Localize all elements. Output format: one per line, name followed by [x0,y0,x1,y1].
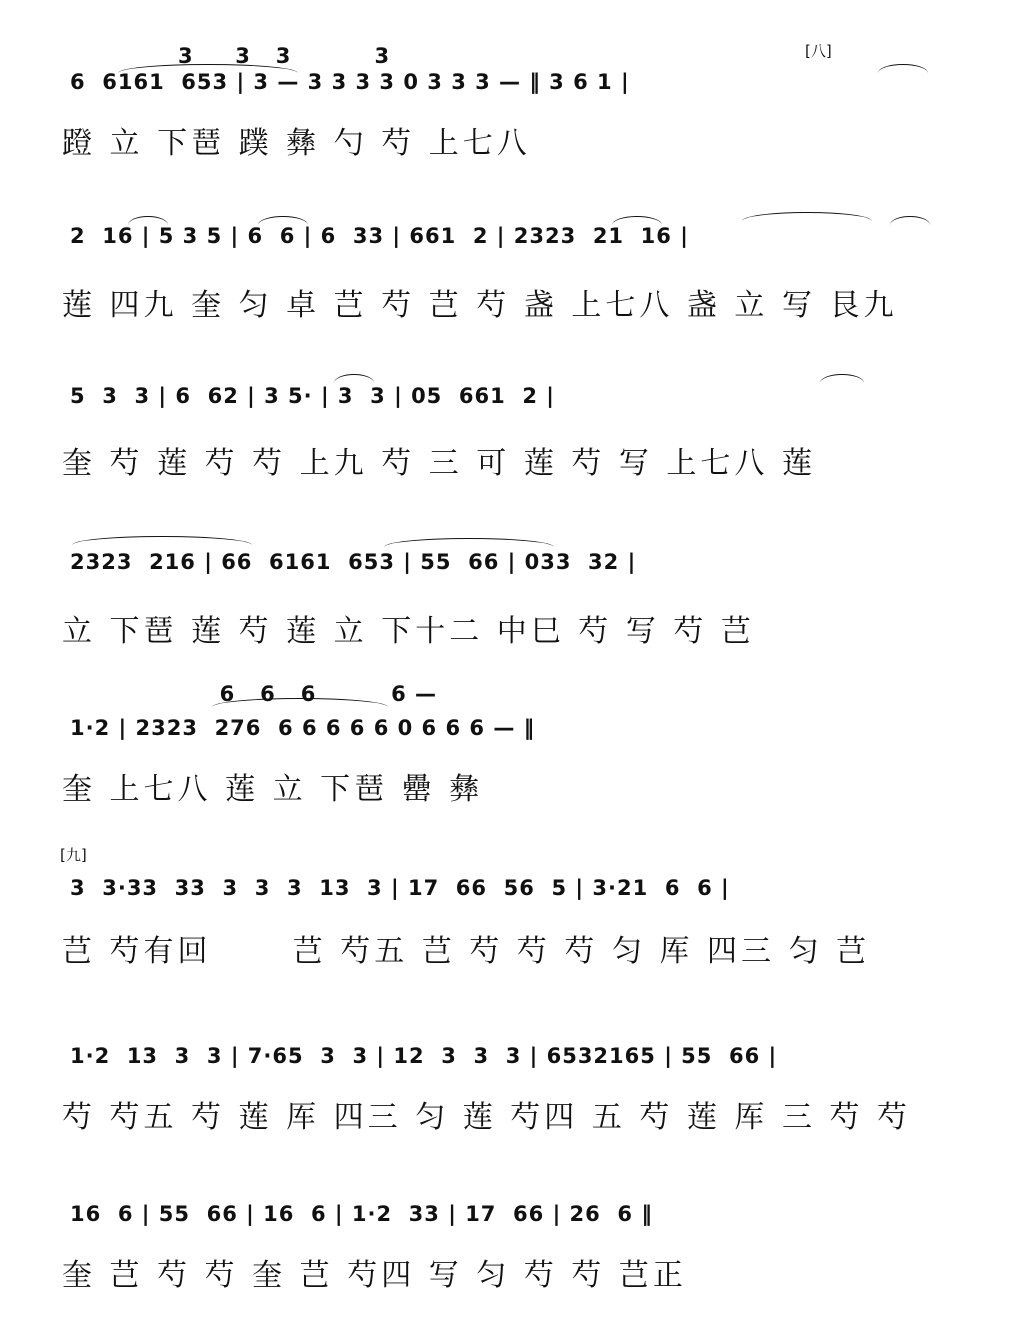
score-system-4 [0,530,1011,660]
jianpu-notes: 16 6 | 55 66 | 16 6 | 1·2 33 | 17 66 | 26 6 ‖ [70,1202,653,1226]
guqin-tablature: 奎 芍 莲 芍 芍 上九 芍 三 可 莲 芍 写 上七八 莲 [62,446,816,481]
slur [612,216,662,225]
jianpu-notes: 3 3·33 33 3 3 3 13 3 | 17 66 56 5 | 3·21 6 6 | [70,876,730,900]
jianpu-notes: 2323 216 | 66 6161 653 | 55 66 | 033 32 | [70,550,637,574]
slur [742,212,872,221]
score-system-3 [0,370,1011,490]
score-system-5 [0,680,1011,820]
jianpu-notes: 2 16 | 5 3 5 | 6 6 | 6 33 | 661 2 | 2323 21 16 | [70,224,689,248]
score-system-6 [0,840,1011,980]
score-system-1 [0,40,1011,170]
score-system-8 [0,1170,1011,1300]
score-system-7 [0,1010,1011,1140]
jianpu-notes: 6 6161 653 | 3 — 3 3 3 3 0 3 3 3 — ‖ 3 6 1 | [70,70,630,94]
slur [128,216,168,225]
score-system-2 [0,210,1011,330]
slur [72,536,252,545]
jianpu-notes: 5 3 3 | 6 62 | 3 5· | 3 3 | 05 661 2 | [70,384,555,408]
slur [384,538,554,547]
slur [890,216,930,225]
guqin-tablature: 奎 上七八 莲 立 下琶 罍 彝 [62,772,484,807]
slur [820,374,864,383]
upper-notes: 3 3 3 3 [70,44,391,68]
guqin-tablature: 莲 四九 奎 匀 卓 芑 芍 芑 芍 盏 上七八 盏 立 写 艮九 [62,288,898,323]
jianpu-notes: 1·2 13 3 3 | 7·65 3 3 | 12 3 3 3 | 6532165 | 55 66 | [70,1044,778,1068]
jianpu-notes: 1·2 | 2323 276 6 6 6 6 6 0 6 6 6 — ‖ [70,716,536,740]
slur [258,216,308,225]
section-mark-8: [八] [805,42,832,60]
guqin-tablature: 芍 芍五 芍 莲 厍 四三 匀 莲 芍四 五 芍 莲 厍 三 芍 芍 [62,1100,912,1135]
slur [334,374,374,383]
upper-notes: 6 6 6 6 — [70,682,438,706]
guqin-tablature: 芑 芍有回 芑 芍五 芑 芍 芍 芍 匀 厍 四三 匀 芑 [62,934,871,969]
guqin-tablature: 奎 芑 芍 芍 奎 芑 芍四 写 匀 芍 芍 芑正 [62,1258,687,1293]
guqin-tablature: 立 下琶 莲 芍 莲 立 下十二 中巳 芍 写 芍 芑 [62,614,755,649]
section-mark-9: [九] [60,846,87,864]
guqin-tablature: 蹬 立 下琶 蹼 彝 勺 芍 上七八 [62,126,531,161]
